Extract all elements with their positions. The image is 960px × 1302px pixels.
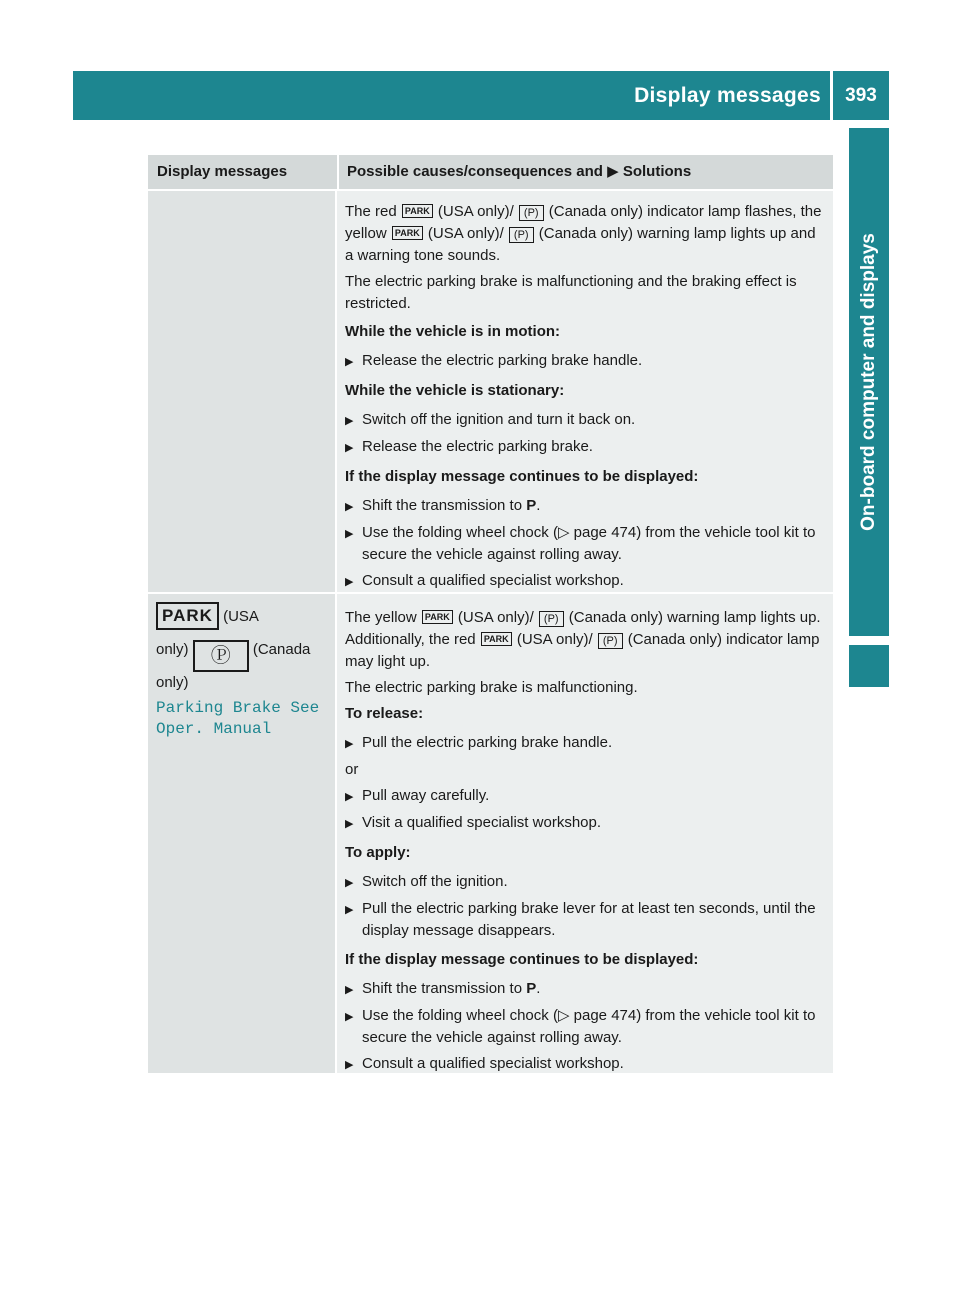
step-text: Switch off the ignition and turn it back on. — [362, 411, 636, 428]
step-text: Pull the electric parking brake handle. — [362, 734, 613, 751]
instruction-step — [345, 812, 827, 835]
instruction-step — [345, 732, 827, 755]
display-message-text — [156, 698, 327, 740]
release-heading: To release: — [345, 705, 424, 722]
triangle-right-icon: ▶ — [345, 442, 354, 454]
instruction-step — [345, 871, 827, 894]
effect-paragraph: The electric parking brake is malfunctioning and the braking effect is restricted. — [345, 273, 797, 312]
gear-letter: P — [526, 980, 537, 997]
apply-heading: To apply: — [345, 844, 411, 861]
instruction-step — [345, 570, 827, 593]
park-brake-usa-icon: PARK — [156, 602, 219, 630]
column-header-messages: Display messages — [157, 163, 288, 180]
intro-paragraph — [345, 607, 827, 673]
triangle-right-icon: ▶ — [345, 877, 354, 889]
triangle-right-icon: ▶ — [345, 1011, 354, 1023]
step-text-part: Use the folding wheel chock ( — [362, 1007, 558, 1024]
triangle-right-icon: ▶ — [345, 984, 354, 996]
page-reference-icon: ▷ — [557, 524, 570, 541]
step-text: Release the electric parking brake handle. — [362, 352, 643, 369]
column-header-solutions-prefix: Possible causes/consequences and — [347, 163, 603, 180]
step-text-part: Shift the transmission to — [362, 980, 523, 997]
park-brake-canada-icon: (P) — [539, 611, 564, 627]
step-text: Pull the electric parking brake lever for at least ten seconds, until the display message disappears. — [362, 900, 816, 939]
instruction-step — [345, 522, 827, 566]
intro-text: lights up. Additionally, the red — [345, 609, 821, 648]
step-text: Shift the transmission to P. — [362, 497, 541, 514]
step-text: Pull away carefully. — [362, 787, 490, 804]
column-header-solutions-suffix: Solutions — [622, 163, 692, 180]
step-text: Release the electric parking brake. — [362, 438, 593, 455]
step-text — [362, 522, 827, 566]
park-brake-usa-icon: PARK — [402, 204, 433, 218]
chapter-label: On-board computer and displays — [858, 233, 879, 531]
step-text: Shift the transmission to P. — [362, 980, 541, 997]
continues-heading: If the display message continues to be displayed: — [345, 951, 699, 968]
intro-text: lamp lights up and a warning tone sounds. — [345, 225, 816, 264]
display-message-line: Parking Brake See — [156, 699, 320, 717]
effect-paragraph: The electric parking brake is malfunctioning. — [345, 679, 638, 696]
intro-text: (Canada — [627, 631, 686, 648]
park-brake-canada-icon: (P) — [509, 227, 534, 243]
step-text — [362, 1005, 827, 1049]
page-header — [73, 71, 889, 120]
column-header-solutions — [337, 155, 833, 189]
intro-text: (Canada only) indicator lamp — [548, 203, 741, 220]
step-text-part: page 474) from the vehicle tool kit to secure the vehicle against rolling away. — [362, 1007, 816, 1046]
triangle-right-icon: ▶ — [345, 528, 354, 540]
page-number: 393 — [845, 85, 877, 106]
step-text-part: Use the folding wheel chock ( — [362, 524, 558, 541]
chapter-side-block — [849, 645, 889, 687]
intro-text: only) indicator lamp may light up. — [345, 631, 820, 670]
step-text: Consult a qualified specialist workshop. — [362, 1055, 624, 1072]
triangle-right-icon: ▶ — [607, 163, 619, 180]
intro-text: The red — [345, 203, 397, 220]
step-text: Consult a qualified specialist workshop. — [362, 572, 624, 589]
indicator-symbols — [156, 600, 327, 672]
continues-heading: If the display message continues to be displayed: — [345, 468, 699, 485]
stationary-heading: While the vehicle is stationary: — [345, 382, 565, 399]
intro-text: (Canada only) warning lamp — [568, 609, 757, 626]
triangle-right-icon: ▶ — [345, 501, 354, 513]
triangle-right-icon: ▶ — [345, 738, 354, 750]
region-label: (Canada — [252, 641, 311, 658]
intro-text: The yellow — [345, 609, 417, 626]
instruction-step — [345, 350, 827, 373]
intro-text: (USA only)/ — [457, 609, 534, 626]
step-text-part: page 474) from the vehicle tool kit to secure the vehicle against rolling away. — [362, 524, 816, 563]
table-header-row — [148, 155, 833, 189]
instruction-step — [345, 436, 827, 459]
intro-text: (USA only)/ — [516, 631, 593, 648]
instruction-step — [345, 898, 827, 942]
display-messages-table — [148, 155, 833, 1073]
intro-text: (USA only)/ — [437, 203, 514, 220]
step-text: Switch off the ignition. — [362, 873, 508, 890]
solutions-cell — [335, 191, 833, 592]
triangle-right-icon: ▶ — [345, 818, 354, 830]
triangle-right-icon: ▶ — [345, 904, 354, 916]
gear-letter: P — [526, 497, 537, 514]
display-message-line: Oper. Manual — [156, 720, 272, 738]
region-label: (USA — [223, 608, 259, 625]
triangle-right-icon: ▶ — [345, 1059, 354, 1071]
instruction-step — [345, 495, 827, 518]
intro-text: (Canada only) warning — [538, 225, 690, 242]
page-reference-icon: ▷ — [557, 1007, 570, 1024]
instruction-step — [345, 1005, 827, 1049]
instruction-step — [345, 978, 827, 1001]
motion-heading: While the vehicle is in motion: — [345, 323, 561, 340]
region-label: only) — [156, 674, 189, 691]
triangle-right-icon: ▶ — [345, 576, 354, 588]
step-text-part: Shift the transmission to — [362, 497, 523, 514]
intro-text: flashes, the yellow — [345, 203, 822, 242]
intro-paragraph — [345, 201, 827, 267]
triangle-right-icon: ▶ — [345, 356, 354, 368]
triangle-right-icon: ▶ — [345, 791, 354, 803]
table-row — [148, 189, 833, 592]
park-brake-usa-icon: PARK — [392, 226, 423, 240]
or-text: or — [345, 761, 359, 778]
message-cell — [148, 594, 335, 1073]
section-title: Display messages — [634, 84, 821, 107]
message-cell-empty — [148, 191, 335, 592]
instruction-step — [345, 409, 827, 432]
park-brake-canada-icon: (P) — [519, 205, 544, 221]
park-brake-usa-icon: PARK — [481, 632, 512, 646]
intro-text: (USA only)/ — [427, 225, 504, 242]
triangle-right-icon: ▶ — [345, 415, 354, 427]
table-row — [148, 592, 833, 1073]
park-brake-canada-icon: (P) — [598, 633, 623, 649]
park-brake-usa-icon: PARK — [422, 610, 453, 624]
region-label: only) — [156, 641, 189, 658]
instruction-step — [345, 785, 827, 808]
step-text: Visit a qualified specialist workshop. — [362, 814, 602, 831]
solutions-cell — [335, 594, 833, 1073]
instruction-step — [345, 1053, 827, 1076]
park-brake-canada-icon: Ⓟ — [193, 640, 249, 672]
